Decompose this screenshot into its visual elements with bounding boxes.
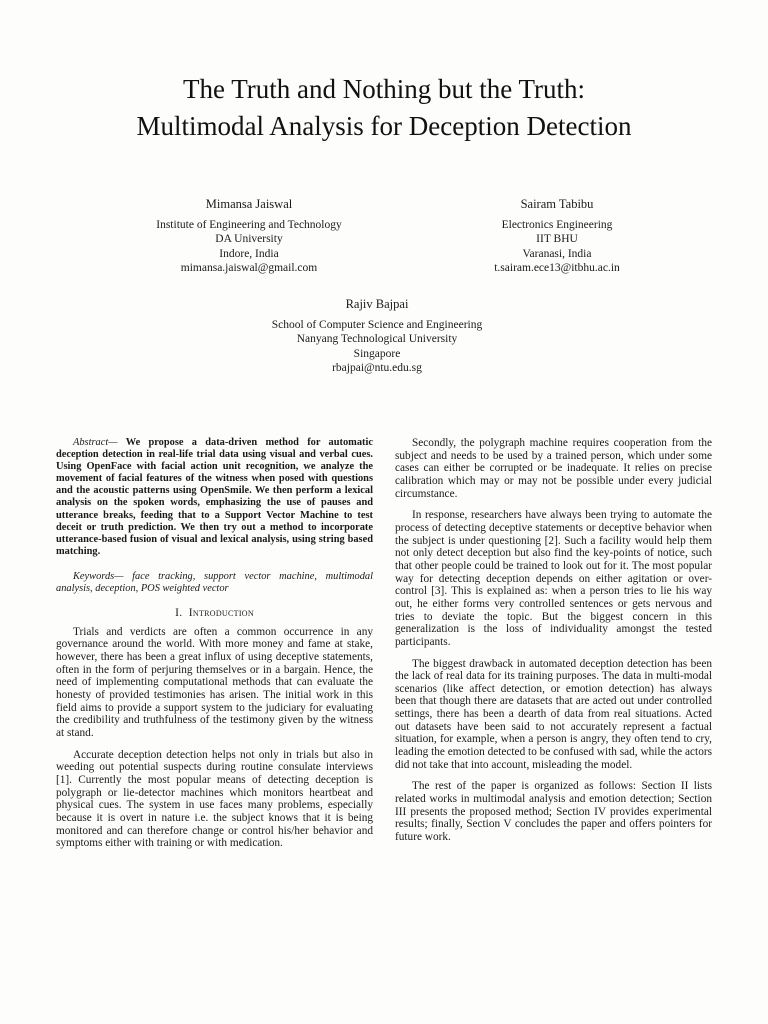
keywords: Keywords— face tracking, support vector machine, multimodal analysis, deception, POS weighted vector (56, 570, 373, 595)
paper-title (0, 71, 768, 145)
author-organization: DA University (215, 233, 283, 246)
author-location: Singapore (353, 347, 401, 360)
keywords-label: Keywords (73, 570, 115, 582)
author-email: t.sairam.ece13@itbhu.ac.in (494, 262, 620, 275)
right-column (395, 437, 712, 853)
author-email: rbajpai@ntu.edu.sg (332, 362, 422, 375)
left-column (56, 437, 373, 859)
title-line-1: The Truth and Nothing but the Truth: (182, 74, 586, 104)
section-heading (56, 607, 373, 620)
author-block-2 (410, 197, 704, 276)
paragraph: Trials and verdicts are often a common occurrence in any governance around the world. With more money and fame at stake, however, there has been a great influx of using deceptive statements, often in the form of perjuring themselves or in a bargain. Hence, the need of implementing computational methods that can evaluate the honesty of provided testimonies has arisen. The initial work in this field aims to provide a support system to the judiciary for evaluating the credibility and truthfulness of the testimony given by the witness at stand. (56, 625, 373, 740)
paragraph: In response, researchers have always been trying to automate the process of detecting deceptive statements or deceptive behavior when the subject is under questioning [2]. Such a facility would help them not only detect deception but also find the key-points of notice, such that other people could be trained to look out for it. The most popular way for detecting deception depends on either agitation or over-control [3]. This is explained as: when a person tries to lie his way out, he either forms very controlled sentences or gets nervous and tries to deviate the topic. But the biggest concern in this generalization is the loss of individuality amongst the tested participants. (395, 509, 712, 648)
author-affiliation: Institute of Engineering and Technology (156, 218, 342, 231)
author-organization: Nanyang Technological University (296, 333, 458, 346)
paragraph: The rest of the paper is organized as follows: Section II lists related works in multimodal analysis and emotion detection; Section III presents the proposed method; Section IV provides experimental results; finally, Section V concludes the paper and offers pointers for future work. (395, 780, 712, 844)
author-name: Rajiv Bajpai (345, 297, 409, 311)
author-name: Mimansa Jaiswal (205, 197, 293, 211)
author-block-1 (102, 197, 396, 276)
abstract-text: We propose a data-driven method for automatic deception detection in real-life trial data using visual and verbal cues. Using OpenFace with facial action unit recognition, we analyze the movement of facial features of the witness when posed with questions and the acoustic patterns using OpenSmile. We then perform a lexical analysis on the spoken words, emphasizing the use of pauses and utterance breaks, feeding that to a Support Vector Machine to test deceit or truth prediction. We then try out a method to incorporate utterance-based fusion of visual and lexical analysis, using string based matching. (56, 437, 373, 557)
author-affiliation: School of Computer Science and Engineering (271, 318, 483, 331)
author-name: Sairam Tabibu (520, 197, 594, 211)
title-line-2: Multimodal Analysis for Deception Detection (136, 111, 632, 141)
keywords-text: face tracking, support vector machine, multimodal analysis, deception, POS weighted vector (56, 570, 373, 595)
paragraph: The biggest drawback in automated deception detection has been the lack of real data for its training purposes. The data in multi-modal scenarios (like affect detection, or emotion detection) has always been that though there are datasets that are acted out under controlled settings, there has been a dearth of data from real situations. Acted out datasets have been said to not accurately represent a factual situation, for example, when a person is angry, they often tend to cry, leading the emotion detected to be confused with sad, while the actors did not take that into account, misleading the model. (395, 657, 712, 771)
author-organization: IIT BHU (536, 233, 578, 246)
author-affiliation: Electronics Engineering (501, 218, 613, 231)
author-location: Varanasi, India (522, 247, 592, 260)
author-block-3 (230, 297, 524, 376)
section-title: Introduction (188, 607, 254, 620)
abstract-label: Abstract (73, 437, 109, 448)
author-email: mimansa.jaiswal@gmail.com (180, 262, 318, 275)
author-location: Indore, India (219, 247, 279, 260)
paragraph: Accurate deception detection helps not only in trials but also in weeding out potential suspects during routine consulate interviews [1]. Currently the most popular means of detecting deception is polygraph or lie-detector machines which monitors heartbeat and physical cues. The system in use faces many problems, especially because it is overt in nature i.e. the subject knows that it is being monitored and can therefore change or control his/her behavior and symptoms either with training or with medication. (56, 748, 373, 850)
paragraph: Secondly, the polygraph machine requires cooperation from the subject and needs to be used by a trained person, which under some cases can either be corrupted or be inadequate. It relies on precise calibration which may or may not be possible under every judicial circumstance. (395, 437, 712, 500)
section-number: I. (175, 607, 183, 620)
abstract: Abstract— We propose a data-driven method for automatic deception detection in real-life trial data using visual and verbal cues. Using OpenFace with facial action unit recognition, we analyze the movement of facial features of the witness when posed with questions and the acoustic patterns using OpenSmile. We then perform a lexical analysis on the spoken words, emphasizing the use of pauses and utterance breaks, feeding that to a Support Vector Machine to test deceit or truth prediction. We then try out a method to incorporate utterance-based fusion of visual and lexical analysis, using string based matching. (56, 437, 373, 557)
